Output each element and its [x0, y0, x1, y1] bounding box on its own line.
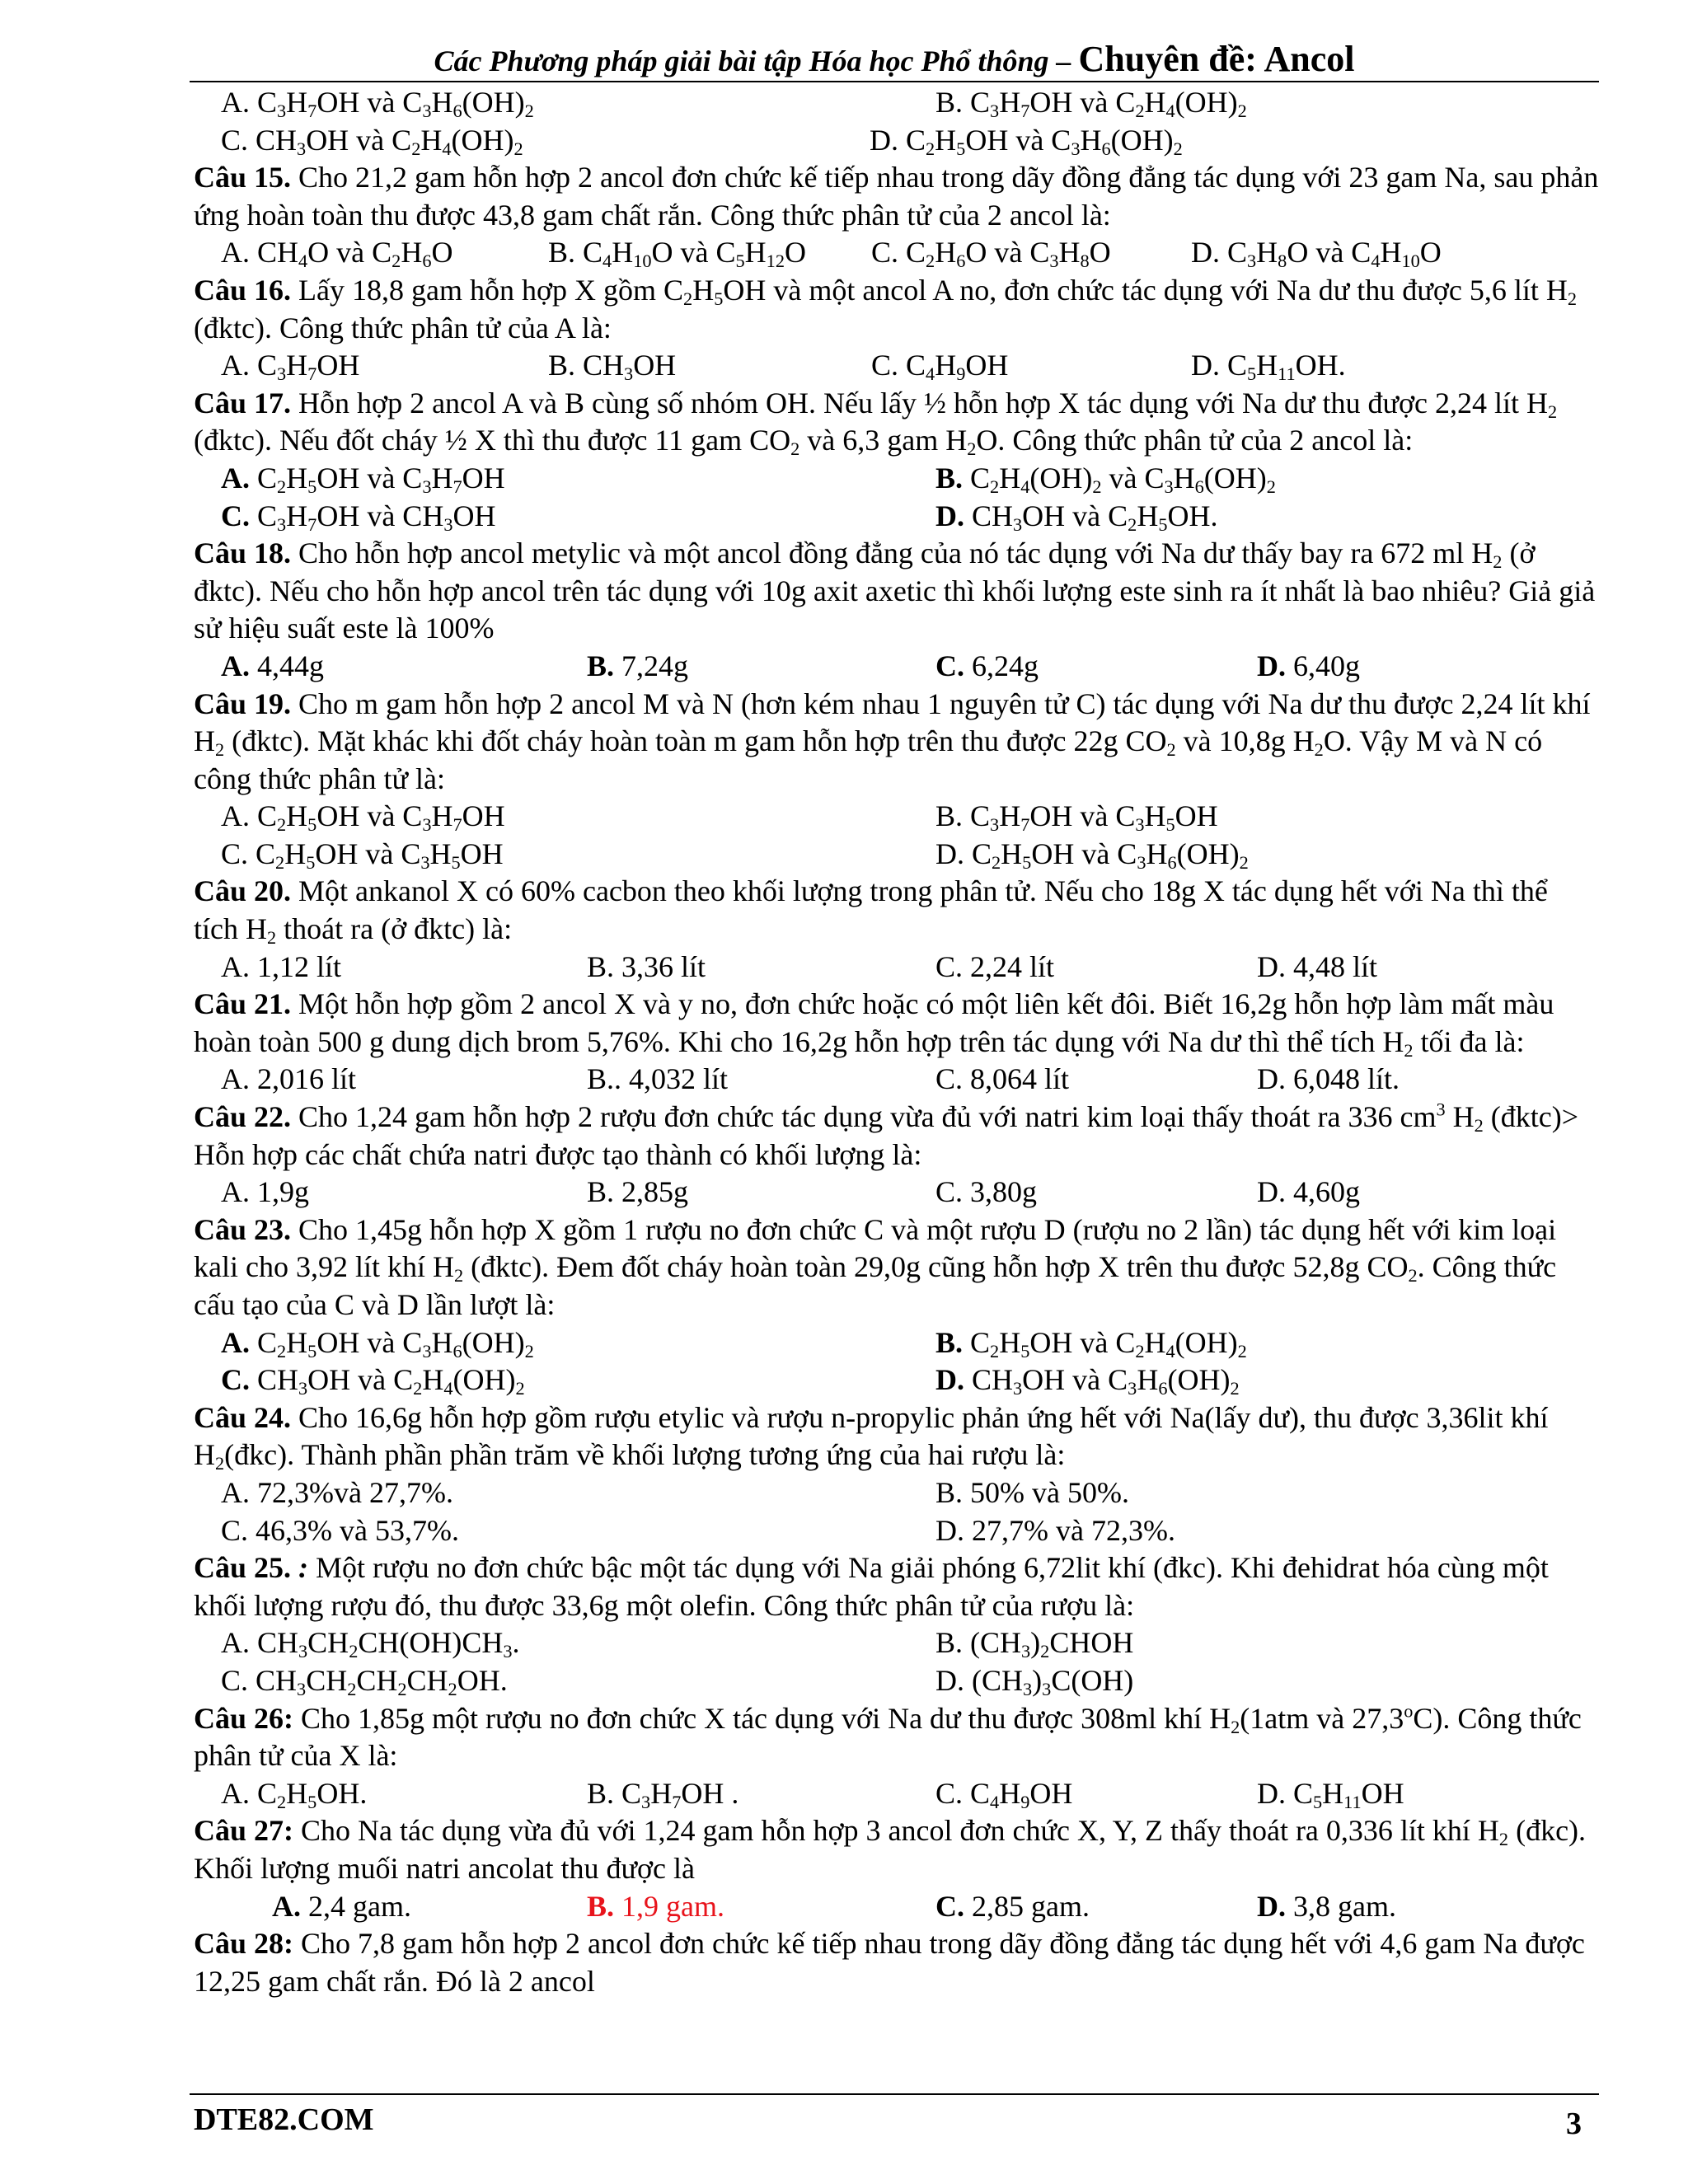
page-header [190, 36, 1599, 82]
option: D. $C_5H_{11}OH$ [1257, 1776, 1404, 1812]
question [194, 1549, 1599, 1624]
question-text: Cho 7,8 gam hỗn hợp 2 ancol đơn chức kế tiếp nhau trong dãy đồng đẳng tác dụng hết với 4,6 gam Na được 12,25 gam chất rắn. Đó là 2 ancol [194, 1927, 1585, 1998]
option: C. 8,064 lít [935, 1062, 1070, 1096]
question-text: Cho hỗn hợp ancol metylic và một ancol đồng đẳng của nó tác dụng với Na dư thấy bay ra 672 ml $H_2$ (ở đktc). Nếu cho hỗn hợp ancol trên tác dụng với 10g axit axetic thì khối lượng este sinh ra ít nhất là bao nhiêu? Giả giả sử hiệu suất este là 100% [194, 537, 1596, 645]
option: A. $C_3H_7OH$ và $C_3H_6(OH)_2$ [221, 86, 534, 122]
question [194, 159, 1599, 234]
question [194, 873, 1599, 948]
question-number: Câu 27: [194, 1814, 294, 1848]
option: C. 6,24g [935, 649, 1039, 682]
options-row [194, 1512, 1599, 1550]
option: A. $C_3H_7OH$ [221, 349, 360, 385]
option: A. $C_2H_5OH$ và $C_3H_6(OH)_2$ [221, 1325, 534, 1361]
options-row [194, 122, 1599, 160]
option: B. $C_3H_7OH$ . [587, 1776, 739, 1812]
option: C. $CH_3CH_2CH_2CH_2OH$. [221, 1663, 508, 1700]
question-text: Cho 1,45g hỗn hợp X gồm 1 rượu no đơn chức C và một rượu D (rượu no 2 lần) tác dụng hết với kim loại kali cho 3,92 lít khí $H_2$ (đktc). Đem đốt cháy hoàn toàn 29,0g cũng hỗn hợp X trên thu được 52,8g $CO_2$. Công thức cấu tạo của C và D lần lượt là: [194, 1212, 1557, 1321]
question [194, 986, 1599, 1061]
question-number: Câu 16. [194, 273, 292, 307]
option: A. $CH_3CH_2CH(OH)CH_3$. [221, 1626, 520, 1662]
option: B. $C_4H_{10}O$ và $C_5H_{12}O$ [548, 236, 806, 272]
option-correct: B. 1,9 gam. [587, 1889, 724, 1923]
question-text: Cho Na tác dụng vừa đủ với 1,24 gam hỗn hợp 3 ancol đơn chức X, Y, Z thấy thoát ra 0,336 lít khí $H_2$ (đkc). Khối lượng muối natri ancolat thu được là [194, 1814, 1587, 1885]
question-text: Hỗn hợp 2 ancol A và B cùng số nhóm OH. Nếu lấy ½ hỗn hợp X tác dụng với Na dư thu được 2,24 lít $H_2$ (đktc). Nếu đốt cháy ½ X thì thu được 11 gam $CO_2$ và 6,3 gam $H_2O$. Công thức phân tử của 2 ancol là: [194, 386, 1558, 460]
question-number: Câu 15. [194, 161, 292, 194]
footer-rule [190, 2093, 1599, 2095]
options-row [194, 1662, 1599, 1700]
option: C. 2,24 lít [935, 949, 1055, 983]
option: C. 3,80g [935, 1175, 1038, 1209]
options-row [194, 1474, 1599, 1512]
option: C. 2,85 gam. [935, 1889, 1090, 1923]
question-number: Câu 17. [194, 386, 292, 419]
option: A. $CH_4O$ và $C_2H_6O$ [221, 236, 453, 272]
question-number: Câu 20. [194, 874, 292, 908]
option: D. $C_3H_8O$ và $C_4H_{10}O$ [1191, 236, 1442, 272]
option: B. $C_3H_7OH$ và $C_2H_4(OH)_2$ [935, 86, 1247, 122]
option: B. 50% và 50%. [935, 1475, 1129, 1509]
option: C. $CH_3OH$ và $C_2H_4(OH)_2$ [221, 123, 523, 159]
question-number: Câu 25. [194, 1551, 292, 1585]
option: C. $C_2H_5OH$ và $C_3H_5OH$ [221, 837, 504, 874]
question-text: Cho 21,2 gam hỗn hợp 2 ancol đơn chức kế tiếp nhau trong dãy đồng đẳng tác dụng với 23 gam Na, sau phản ứng hoàn toàn thu được 43,8 gam chất rắn. Công thức phân tử của 2 ancol là: [194, 161, 1599, 232]
option: D. 6,40g [1257, 649, 1360, 682]
question-list [194, 84, 1599, 2000]
option: B. 7,24g [587, 649, 689, 682]
option: B. $CH_3OH$ [548, 349, 677, 385]
header-rule [190, 81, 1599, 82]
option: B. 3,36 lít [587, 949, 706, 983]
question-text: Cho m gam hỗn hợp 2 ancol M và N (hơn kém nhau 1 nguyên tử C) tác dụng với Na dư thu được 2,24 lít khí $H_2$ (đktc). Mặt khác khi đốt cháy hoàn toàn m gam hỗn hợp trên thu được 22g $CO_2$ và 10,8g $H_2O$. Vậy M và N có công thức phân tử là: [194, 687, 1591, 795]
footer-site: DTE82.COM [194, 2102, 374, 2137]
options-row [194, 798, 1599, 836]
header-title: Các Phương pháp giải bài tập Hóa học Phổ thông – [434, 45, 1079, 77]
options-row [194, 1888, 1599, 1926]
options-row [194, 1174, 1599, 1212]
option: C. $CH_3OH$ và $C_2H_4(OH)_2$ [221, 1363, 525, 1399]
option: A. 2,016 lít [221, 1062, 357, 1096]
question [194, 686, 1599, 799]
option: D. $CH_3OH$ và $C_2H_5OH$. [935, 499, 1218, 535]
option: A. $C_2H_5OH$ và $C_3H_7OH$ [221, 461, 505, 498]
options-row [194, 347, 1599, 385]
question-number: Câu 19. [194, 687, 292, 720]
option: B.. 4,032 lít [587, 1062, 729, 1096]
question-number: Câu 26: [194, 1701, 294, 1735]
option: C. $C_4H_9OH$ [871, 349, 1009, 385]
question [194, 1700, 1599, 1775]
options-row [194, 1061, 1599, 1099]
option: C. $C_3H_7OH$ và $CH_3OH$ [221, 499, 496, 535]
question-text: Lấy 18,8 gam hỗn hợp X gồm $C_2H_5OH$ và một ancol A no, đơn chức tác dụng với Na dư thu được 5,6 lít $H_2$ (đktc). Công thức phân tử của A là: [194, 273, 1577, 344]
option: B. $C_2H_5OH$ và $C_2H_4(OH)_2$ [935, 1325, 1247, 1361]
options-row [194, 1624, 1599, 1662]
options-row [194, 1324, 1599, 1362]
options-row [194, 1775, 1599, 1813]
option: A. $C_2H_5OH$. [221, 1776, 368, 1812]
option: B. $(CH_3)_2CHOH$ [935, 1626, 1134, 1662]
options-row [194, 460, 1599, 498]
question-number: Câu 22. [194, 1100, 292, 1134]
question-number: Câu 23. [194, 1212, 292, 1246]
option: D. 3,8 gam. [1257, 1889, 1396, 1923]
option: D. $(CH_3)_3C(OH)$ [935, 1663, 1134, 1700]
option: A. $C_2H_5OH$ và $C_3H_7OH$ [221, 799, 505, 836]
options-row [194, 949, 1599, 987]
question [194, 272, 1599, 347]
question-number: Câu 28: [194, 1927, 294, 1961]
option: A. 2,4 gam. [272, 1889, 411, 1923]
question [194, 1812, 1599, 1887]
page-number: 3 [1566, 2107, 1582, 2141]
option: A. 1,9g [221, 1175, 309, 1209]
question-text: Cho 16,6g hỗn hợp gồm rượu etylic và rượu n-propylic phản ứng hết với Na(lấy dư), thu được 3,36lit khí $H_2(đkc)$. Thành phần phần trăm về khối lượng tương ứng của hai rượu là: [194, 1400, 1549, 1474]
option: B. $C_3H_7OH$ và $C_3H_5OH$ [935, 799, 1218, 836]
option: C. 46,3% và 53,7%. [221, 1513, 459, 1547]
option: D. $C_5H_{11}OH$. [1191, 349, 1346, 385]
question [194, 535, 1599, 648]
option: B. 2,85g [587, 1175, 689, 1209]
question-number: Câu 21. [194, 987, 292, 1021]
question [194, 385, 1599, 460]
options-row [194, 498, 1599, 536]
header-topic: Chuyên đề: Ancol [1078, 39, 1355, 79]
options-row [194, 234, 1599, 272]
question-text: : Một rượu no đơn chức bậc một tác dụng với Na giải phóng 6,72lit khí (đkc). Khi đehidrat hóa cùng một khối lượng rượu đó, thu được 33,6g một olefin. Công thức phân tử của rượu là: [194, 1551, 1549, 1622]
option: C. $C_2H_6O$ và $C_3H_8O$ [871, 236, 1111, 272]
question [194, 1399, 1599, 1474]
option: C. $C_4H_9OH$ [935, 1776, 1073, 1812]
option: B. $C_2H_4(OH)_2$ và $C_3H_6(OH)_2$ [935, 461, 1276, 498]
option: D. 4,48 lít [1257, 949, 1378, 983]
question-number: Câu 24. [194, 1400, 292, 1434]
options-row [194, 648, 1599, 686]
option: A. 1,12 lít [221, 949, 342, 983]
option: A. 72,3%và 27,7%. [221, 1475, 453, 1509]
options-row [194, 84, 1599, 122]
option: D. $C_2H_5OH$ và $C_3H_6(OH)_2$ [870, 123, 1183, 159]
option: D. 27,7% và 72,3%. [935, 1513, 1175, 1547]
option: A. 4,44g [221, 649, 324, 682]
question [194, 1099, 1599, 1174]
options-row [194, 836, 1599, 874]
question-text: Cho 1,85g một rượu no đơn chức X tác dụng với Na dư thu được 308ml khí $H_2(1atm$ và 27,3$^o$C). Công thức phân tử của X là: [194, 1700, 1582, 1773]
question [194, 1925, 1599, 2000]
question-text: Cho 1,24 gam hỗn hợp 2 rượu đơn chức tác dụng vừa đủ với natri kim loại thấy thoát ra 336 $cm^3$ $H_2$ (đktc)> Hỗn hợp các chất chứa natri được tạo thành có khối lượng là: [194, 1099, 1579, 1171]
option: D. $C_2H_5OH$ và $C_3H_6(OH)_2$ [935, 837, 1249, 874]
question-number: Câu 18. [194, 537, 292, 570]
option: D. 4,60g [1257, 1175, 1360, 1209]
option: D. $CH_3OH$ và $C_3H_6(OH)_2$ [935, 1363, 1240, 1399]
options-row [194, 1361, 1599, 1399]
option: D. 6,048 lít. [1257, 1062, 1400, 1096]
question-text: Một hỗn hợp gồm 2 ancol X và y no, đơn chức hoặc có một liên kết đôi. Biết 16,2g hỗn hợp làm mất màu hoàn toàn 500 g dung dịch brom 5,76%. Khi cho 16,2g hỗn hợp trên tác dụng với Na dư thì thể tích $H_2$ tối đa là: [194, 987, 1554, 1062]
question-text: Một ankanol X có 60% cacbon theo khối lượng trong phân tử. Nếu cho 18g X tác dụng hết với Na thì thể tích $H_2$ thoát ra (ở đktc) là: [194, 874, 1548, 949]
question [194, 1212, 1599, 1324]
